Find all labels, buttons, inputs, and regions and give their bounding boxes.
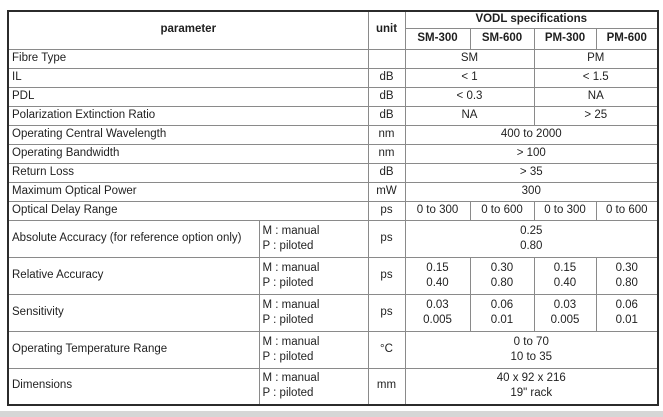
value-line-piloted: 0.80	[490, 276, 514, 289]
mode-piloted-label: P : piloted	[262, 239, 314, 252]
mode-piloted-label: P : piloted	[262, 313, 314, 326]
value-line-manual: 0.25	[520, 224, 543, 237]
param-cell: Absolute Accuracy (for reference option only)	[8, 220, 259, 257]
table-row	[8, 106, 658, 125]
header-model-sm600: SM-600	[470, 28, 534, 49]
table-row	[8, 87, 658, 106]
table-row	[8, 144, 658, 163]
header-unit: unit	[368, 11, 405, 49]
param-cell: Maximum Optical Power	[8, 182, 368, 201]
value-cell: 0 to 300	[534, 201, 596, 220]
header-parameter: parameter	[8, 11, 368, 49]
value-cell: PM	[534, 49, 658, 68]
table-row	[8, 368, 658, 405]
table-row	[8, 68, 658, 87]
table-row	[8, 163, 658, 182]
value-cell: < 0.3	[405, 87, 534, 106]
param-cell: Operating Temperature Range	[8, 331, 259, 368]
mode-piloted-label: P : piloted	[262, 350, 314, 363]
value-line-piloted: 10 to 35	[510, 350, 553, 363]
value-cell: > 100	[405, 144, 658, 163]
value-line-manual: 0 to 70	[513, 335, 549, 348]
value-cell: < 1.5	[534, 68, 658, 87]
value-cell	[596, 257, 658, 294]
table-row	[8, 201, 658, 220]
value-line-piloted: 0.005	[550, 313, 580, 326]
mode-piloted-label: P : piloted	[262, 387, 314, 400]
param-cell: Operating Bandwidth	[8, 144, 368, 163]
value-cell: < 1	[405, 68, 534, 87]
table-row	[8, 294, 658, 331]
value-cell	[470, 257, 534, 294]
value-line-piloted: 0.005	[423, 313, 452, 326]
value-cell	[405, 331, 658, 368]
mode-manual-label: M : manual	[262, 335, 320, 348]
value-cell: 0 to 600	[470, 201, 534, 220]
mode-piloted-label: P : piloted	[262, 276, 314, 289]
value-line-piloted: 0.80	[520, 239, 543, 252]
mode-manual-label: M : manual	[262, 224, 320, 237]
value-line-piloted: 19" rack	[510, 387, 553, 400]
header-model-pm600: PM-600	[596, 28, 658, 49]
param-cell: Dimensions	[8, 368, 259, 405]
table-row	[8, 257, 658, 294]
value-line-manual: 0.30	[490, 261, 514, 274]
value-cell: > 25	[534, 106, 658, 125]
value-line-piloted: 0.40	[426, 276, 449, 289]
value-cell	[534, 294, 596, 331]
param-cell: Optical Delay Range	[8, 201, 368, 220]
param-cell: Relative Accuracy	[8, 257, 259, 294]
param-cell: PDL	[8, 87, 368, 106]
mode-cell	[259, 294, 368, 331]
param-cell: Polarization Extinction Ratio	[8, 106, 368, 125]
vodl-specifications-table	[7, 10, 659, 406]
unit-cell: dB	[368, 87, 405, 106]
header-row-group	[8, 11, 658, 28]
value-cell	[596, 294, 658, 331]
value-line-manual: 40 x 92 x 216	[496, 372, 566, 385]
value-cell	[534, 257, 596, 294]
page-bottom-edge	[0, 411, 663, 417]
unit-cell: mm	[368, 368, 405, 405]
unit-cell: ps	[368, 201, 405, 220]
mode-cell	[259, 220, 368, 257]
param-cell: Return Loss	[8, 163, 368, 182]
param-cell: IL	[8, 68, 368, 87]
mode-cell	[259, 331, 368, 368]
value-line-manual: 0.30	[615, 261, 638, 274]
value-line-manual: 0.03	[553, 298, 577, 311]
unit-cell: dB	[368, 68, 405, 87]
value-cell: > 35	[405, 163, 658, 182]
value-cell: 400 to 2000	[405, 125, 658, 144]
mode-manual-label: M : manual	[262, 298, 320, 311]
header-group-title: VODL specifications	[405, 11, 658, 28]
unit-cell: ps	[368, 257, 405, 294]
value-cell: 0 to 600	[596, 201, 658, 220]
value-cell: 300	[405, 182, 658, 201]
value-cell: NA	[405, 106, 534, 125]
param-cell: Sensitivity	[8, 294, 259, 331]
value-line-manual: 0.06	[490, 298, 514, 311]
table-row	[8, 182, 658, 201]
param-cell: Fibre Type	[8, 49, 368, 68]
table-row	[8, 331, 658, 368]
table-row	[8, 125, 658, 144]
value-cell	[405, 220, 658, 257]
value-cell	[470, 294, 534, 331]
unit-cell	[368, 49, 405, 68]
unit-cell: ps	[368, 220, 405, 257]
unit-cell: mW	[368, 182, 405, 201]
mode-manual-label: M : manual	[262, 261, 320, 274]
unit-cell: nm	[368, 144, 405, 163]
table-row	[8, 49, 658, 68]
mode-cell	[259, 257, 368, 294]
value-cell	[405, 257, 470, 294]
header-model-pm300: PM-300	[534, 28, 596, 49]
value-cell	[405, 368, 658, 405]
value-line-manual: 0.15	[426, 261, 449, 274]
value-line-piloted: 0.01	[490, 313, 514, 326]
mode-cell	[259, 368, 368, 405]
value-cell: SM	[405, 49, 534, 68]
value-cell: NA	[534, 87, 658, 106]
unit-cell: nm	[368, 125, 405, 144]
value-line-manual: 0.06	[615, 298, 638, 311]
value-cell: 0 to 300	[405, 201, 470, 220]
header-model-sm300: SM-300	[405, 28, 470, 49]
param-cell: Operating Central Wavelength	[8, 125, 368, 144]
value-line-piloted: 0.01	[615, 313, 638, 326]
value-line-piloted: 0.80	[615, 276, 638, 289]
unit-cell: dB	[368, 106, 405, 125]
value-line-manual: 0.03	[426, 298, 449, 311]
unit-cell: ps	[368, 294, 405, 331]
table-row	[8, 220, 658, 257]
value-line-manual: 0.15	[553, 261, 577, 274]
value-line-piloted: 0.40	[553, 276, 577, 289]
value-cell	[405, 294, 470, 331]
mode-manual-label: M : manual	[262, 372, 320, 385]
unit-cell: °C	[368, 331, 405, 368]
unit-cell: dB	[368, 163, 405, 182]
